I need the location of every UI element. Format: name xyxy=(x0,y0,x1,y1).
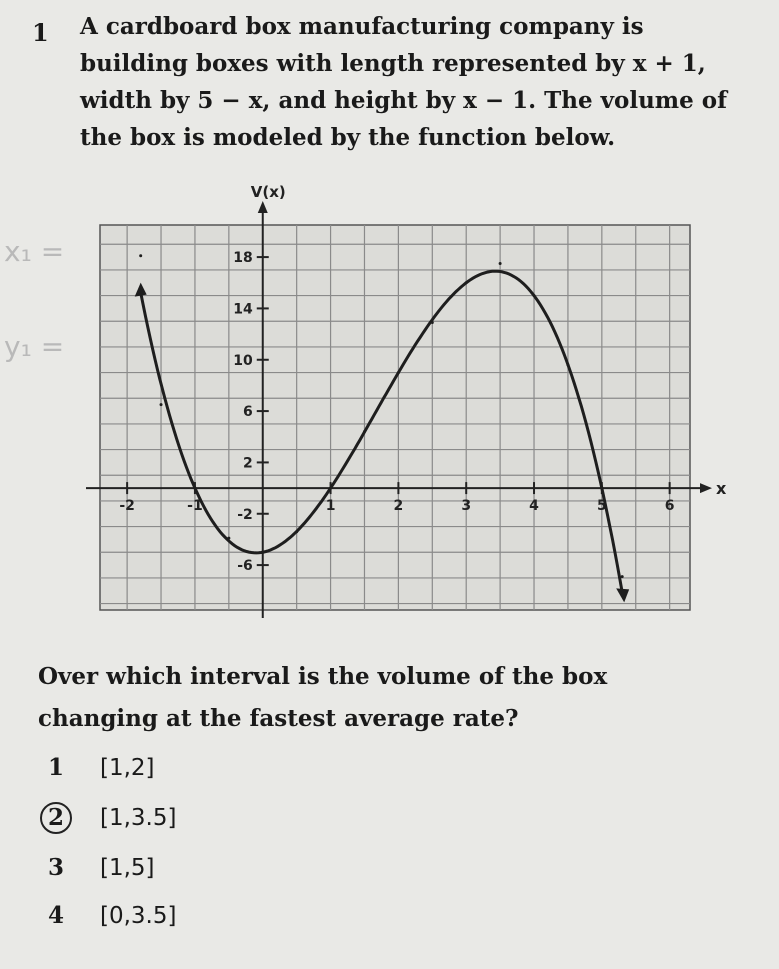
x-axis-arrow xyxy=(700,483,712,493)
question-line: changing at the fastest average rate? xyxy=(38,705,519,732)
curve-point xyxy=(397,371,400,374)
x-tick-label: 6 xyxy=(664,498,675,515)
choice-4[interactable] xyxy=(38,898,177,934)
x-axis-label: x xyxy=(716,479,727,499)
margin-note-x1: x₁ = xyxy=(4,235,65,268)
choice-answer: [0,3.5] xyxy=(100,903,177,929)
curve-point xyxy=(363,430,366,433)
y-tick-label: 18 xyxy=(233,250,253,267)
choice-number: 1 xyxy=(47,754,64,781)
y-axis-arrow xyxy=(258,201,268,213)
x-tick-label: -1 xyxy=(187,498,203,515)
choice-answer: [1,2] xyxy=(100,755,155,781)
curve-point xyxy=(329,487,332,490)
y-tick-label: -6 xyxy=(237,558,253,575)
volume-chart-svg xyxy=(80,183,727,620)
choice-number: 4 xyxy=(47,902,64,929)
x-tick-label: 1 xyxy=(325,498,336,515)
margin-note-y1: y₁ = xyxy=(4,330,65,363)
x-tick-label: 4 xyxy=(529,498,539,515)
choice-number: 3 xyxy=(47,854,64,881)
volume-graph xyxy=(80,183,727,620)
question-number: 1 xyxy=(32,18,49,47)
curve-point xyxy=(261,551,264,554)
y-tick-label: 10 xyxy=(233,352,253,369)
stem-line: building boxes with length represented by x + 1, xyxy=(80,50,706,77)
question-text xyxy=(38,656,738,740)
y-tick-label: 2 xyxy=(243,455,253,472)
y-tick-label: -2 xyxy=(237,506,253,523)
choice-1[interactable] xyxy=(38,750,155,786)
stem-line: A cardboard box manufacturing company is xyxy=(80,13,644,40)
question-line: Over which interval is the volume of the box xyxy=(38,663,608,690)
curve-point xyxy=(139,254,142,257)
curve-point xyxy=(499,262,502,265)
choice-2[interactable] xyxy=(38,800,177,836)
x-tick-label: 5 xyxy=(596,498,607,515)
curve-point xyxy=(465,281,468,284)
question-stem xyxy=(80,8,740,156)
choice-answer: [1,3.5] xyxy=(100,805,177,831)
curve-point xyxy=(160,403,163,406)
curve-point xyxy=(566,363,569,366)
x-tick-label: 2 xyxy=(393,498,404,515)
y-axis-label: V(x) xyxy=(250,183,286,201)
curve-point xyxy=(621,575,624,578)
x-tick-label: -2 xyxy=(119,498,135,515)
curve-point xyxy=(533,294,536,297)
curve-point xyxy=(227,537,230,540)
curve-point xyxy=(600,487,603,490)
stem-line: the box is modeled by the function below. xyxy=(80,124,616,151)
curve-point xyxy=(295,530,298,533)
y-tick-label: 6 xyxy=(243,404,253,421)
choice-answer: [1,5] xyxy=(100,855,155,881)
stem-line: width by 5 − x, and height by x − 1. The volume of xyxy=(80,87,728,114)
choice-3[interactable] xyxy=(38,850,155,886)
choice-number-circled: 2 xyxy=(40,802,72,834)
curve-point xyxy=(193,487,196,490)
x-tick-label: 3 xyxy=(461,498,472,515)
curve-point xyxy=(431,321,434,324)
y-tick-label: 14 xyxy=(233,301,253,318)
